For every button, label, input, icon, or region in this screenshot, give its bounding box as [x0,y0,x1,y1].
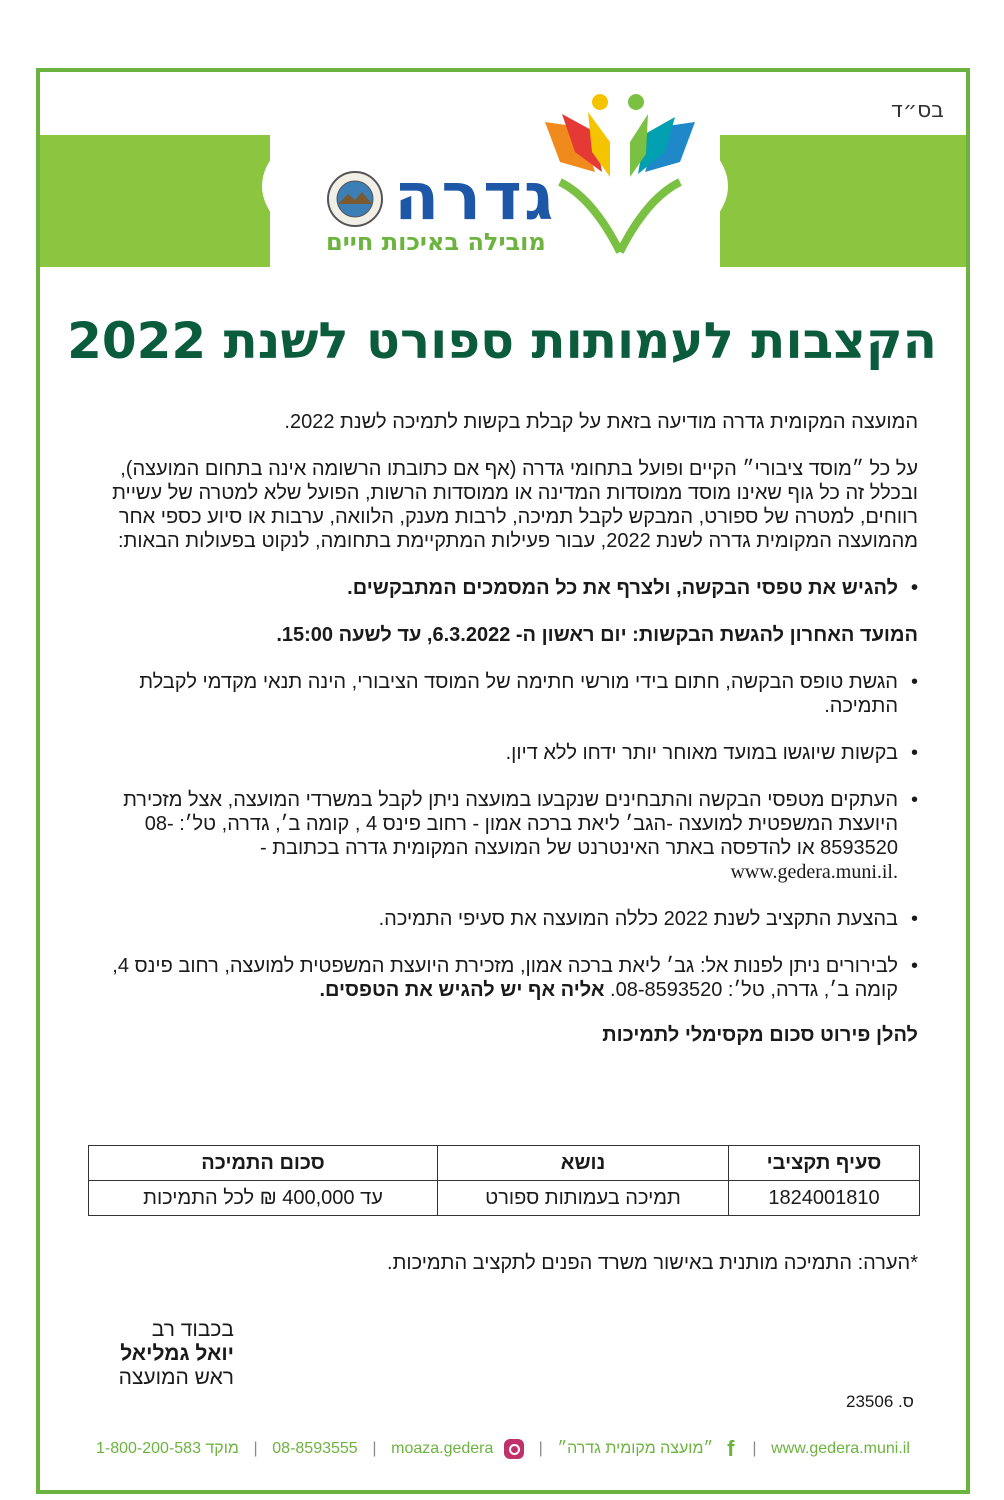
signature-block [106,1318,234,1390]
footer-bar [96,1438,910,1460]
header-band-left [40,135,270,267]
logo-wordmark: גדרה [394,158,556,235]
bullet-late: • בקשות שיוגשו במועד מאוחר יותר ידחו ללא דיון. [88,741,918,765]
footer-hotline: מוקד 1-800-200-583 [96,1440,239,1457]
gedera-seal-icon [326,170,384,228]
bsd-mark: בס״ד [890,98,944,123]
website-link[interactable]: www.gedera.muni.il. [730,861,898,883]
header-amount: סכום התמיכה [89,1146,438,1181]
page-title: הקצבות לעמותות ספורט לשנת 2022 [67,312,937,370]
eligibility-paragraph: על כל ״מוסד ציבורי״ הקיים ופועל בתחומי גדרה (אף אם כתובתו הרשומה אינה בתחום המועצה), ובכלל זה כל גוף שאינו מוסד ממוסדות המדינה או ממוסדות הרשות, הפועל שלא למטרה של עשיית רווחים, למטרה של ספורט, המבקש לקבל תמיכה, לרבות מענק, הלוואה, ערבות או סיוע כספי אחר מהמועצה המקומית גדרה לשנת 2022, עבור פעילות המתקיימת בתחומה, לנקוט בפעולות הבאות: [112,458,918,552]
footer-separator: | [752,1440,757,1457]
footer-separator: | [538,1440,543,1457]
header-band-right [720,135,966,267]
reference-number: ס. 23506 [846,1392,914,1411]
intro-paragraph: המועצה המקומית גדרה מודיעה בזאת על קבלת בקשות לתמיכה לשנת 2022. [284,411,918,433]
table-row [89,1181,920,1216]
footer-phone: 08-8593555 [272,1440,358,1457]
header-budget-clause: סעיף תקציבי [729,1146,920,1181]
table-intro: להלן פירוט סכום מקסימלי לתמיכות [602,1024,918,1046]
notice-body [88,410,918,1070]
table-header-row [89,1146,920,1181]
facebook-icon[interactable]: f [727,1436,735,1461]
footer-instagram[interactable]: moaza.gedera [391,1440,494,1457]
copies-text: העתקים מטפסי הבקשה והתבחינים שנקבעו במועצה ניתן לקבל במשרדי המועצה, אצל מזכירת היועצת המשפטית למועצה -הגב׳ ליאת ברכה אמון - רחוב פינס 4 , קומה ב׳, גדרה, טל׳: 08-8593520 או להדפסה באתר האינטרנט של המועצה המקומית גדרה בכתובת - [123,789,898,859]
cell-budget-clause: 1824001810 [729,1181,920,1216]
cell-subject: תמיכה בעמותות ספורט [438,1181,729,1216]
footer-separator: | [372,1440,377,1457]
footer-facebook[interactable]: ״מועצה מקומית גדרה״ [557,1440,714,1457]
bullet-budget: • בהצעת התקציב לשנת 2022 כללה המועצה את סעיפי התמיכה. [88,907,918,931]
bullet-copies [88,788,918,884]
cell-amount: עד 400,000 ₪ לכל התמיכות [89,1181,438,1216]
contact-text: לבירורים ניתן לפנות אל: גב׳ ליאת ברכה אמון, מזכירת היועצת המשפטית למועצה, רחוב פינס 4, קומה ב׳, גדרה, טל׳: 08-8593520. [112,955,898,1001]
bullet-signed: • הגשת טופס הבקשה, חתום בידי מורשי חתימה של המוסד הציבורי, הינה תנאי מקדמי לקבלת התמיכה. [88,670,918,718]
footer-website[interactable]: www.gedera.muni.il [771,1440,910,1457]
contact-bold-text: אליה אף יש להגיש את הטפסים. [319,979,605,1001]
budget-table [88,1145,920,1216]
header-subject: נושא [438,1146,729,1181]
deadline-line: המועד האחרון להגשת הבקשות: יום ראשון ה- 6.3.2022, עד לשעה 15:00. [276,624,918,646]
instagram-icon[interactable] [504,1439,524,1459]
signer-name: יואל גמליאל [120,1342,234,1365]
logo-tree-icon [540,92,700,262]
bullet-submit: • להגיש את טפסי הבקשה, ולצרף את כל המסמכים המתבקשים. [88,576,918,600]
bullet-contact [88,954,918,1002]
logo-tagline: מובילה באיכות חיים [326,228,546,256]
signer-role: ראש המועצה [118,1366,234,1389]
footnote: *הערה: התמיכה מותנית באישור משרד הפנים לתקציב התמיכות. [387,1252,918,1274]
footer-separator: | [253,1440,258,1457]
closing-text: בכבוד רב [151,1318,234,1341]
